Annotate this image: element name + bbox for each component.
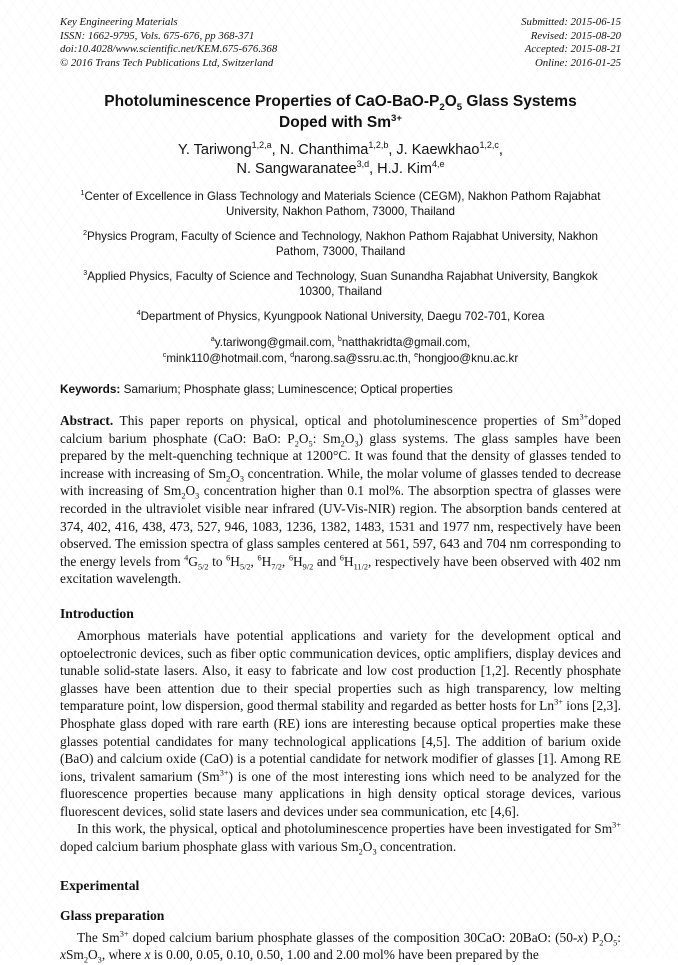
keywords <box>60 382 621 397</box>
dates-info <box>521 16 621 70</box>
journal-copyright: © 2016 Trans Tech Publications Ltd, Switzerland <box>60 56 274 69</box>
affiliation-2: $^2$Physics Program, Faculty of Science and Technology, Nakhon Pathom Rajabhat University, Nakhon Pathom, 73000, Thailand <box>82 228 599 258</box>
section-heading-introduction: Introduction <box>60 605 134 621</box>
paper-title-line1: Photoluminescence Properties of CaO-$BaO-P_2O_5$ Glass Systems <box>104 93 577 114</box>
authors-line2: N. Sangwaranatee$^{3,d}$, H.J. Kim$^{4,e}$ <box>236 159 445 177</box>
journal-info <box>60 16 277 70</box>
section-heading-experimental: Experimental <box>60 877 140 893</box>
introduction-paragraph-1: Amorphous materials have potential applications and variety for the development optical and optoelectronic devices, such as fiber optic communication devices, optic amplifiers, display devices and tunable solid-state lasers. Also, it easy to fabricate and low cost production [1,2]. Recently phosphate glasses have been attention due to their special properties such as high transparency, low melting temparature point, low dispersion, good thermal stability and regarded as better hosts for $Ln^{3+}$ ions [2,3]. Phosphate glass doped with rare earth (RE) ions are interesting because optical properties make these glasses potential candidates for many technological applications [4,5]. The addition of barium oxide (BaO) and calcium oxide (CaO) is a potential candidate for network modifier of glasses [1]. Among RE ions, trivalent samarium $(Sm^{3+})$ is one of the most interesting ions which need to be analyzed for the fluorescence properties because many applications in high density optical storage devices, various fluorescent devices, solid state lasers and devices under sea communication, etc [4,6]. <box>60 627 622 819</box>
abstract <box>60 412 621 588</box>
paper-title <box>60 91 621 133</box>
date-submitted: Submitted: 2015-06-15 <box>521 16 621 28</box>
keywords-label: Keywords: <box>60 382 121 396</box>
paper-title-line2: Doped with $Sm^{3+}$ <box>279 112 402 131</box>
affiliation-4: $^4$Department of Physics, Kyungpook National University, Daegu 702-701, Korea <box>136 308 545 323</box>
affiliation-3: $^3$Applied Physics, Faculty of Science and Technology, Suan Sunandha Rajabhat University, Bangkok 10300, Thailand <box>83 268 598 298</box>
journal-issn: ISSN: 1662-9795, Vols. 675-676, pp 368-371 <box>60 29 255 42</box>
affiliation-1: $^1$Center of Excellence in Glass Technology and Materials Science (CEGM), Nakhon Pathom Rajabhat University, Nakhon Pathom, 73000, Thailand <box>80 188 601 218</box>
authors <box>60 141 621 179</box>
section-heading-glass-preparation: Glass preparation <box>60 907 165 923</box>
authors-line1: Y. Tariwong$^{1,2,a}$, N. Chanthima$^{1,2,b}$, J. Kaewkhao$^{1,2,c}$, <box>178 140 503 158</box>
journal-name: Key Engineering Materials <box>60 16 178 28</box>
date-revised: Revised: 2015-08-20 <box>530 29 621 42</box>
introduction-paragraph-2: In this work, the physical, optical and photoluminescence properties have been investigated for $Sm^{3+}$ doped calcium barium phosphate glass with various $Sm_2O_3$ concentration. <box>60 821 621 857</box>
glass-preparation-paragraph: The $Sm^{3+}$ doped calcium barium phosphate glasses of the composition 30CaO: 20BaO: (50-x) $P_2O_5$: $xSm_2O_3$, where x is 0.00, 0.05, 0.10, 0.50, 1.00 and 2.00 mol% have been prepared by the <box>60 929 621 965</box>
date-online: Online: 2016-01-25 <box>534 56 621 69</box>
emails-line1: $^a$y.tariwong@gmail.com, $^b$natthakridta@gmail.com, <box>210 334 471 349</box>
journal-doi: doi:10.4028/www.scientific.net/KEM.675-676.368 <box>60 43 278 55</box>
author-emails <box>60 335 621 366</box>
keywords-text: Samarium; Phosphate glass; Luminescence; Optical properties <box>120 382 453 396</box>
emails-line2: $^c$mink110@hotmail.com, $^d$narong.sa@ssru.ac.th, $^e$hongjoo@knu.ac.kr <box>162 349 519 365</box>
abstract-text: This paper reports on physical, optical and photoluminescence properties of $Sm^{3+}doped$ calcium barium phosphate (CaO: BaO: $P_2O_5$: $Sm_2O_3$) glass systems. The glass samples have been prepared by the melt-quenching technique at 1200°C. It was found that the density of glasses tended to increase with increasing of $Sm_2O_3$ concentration. While, the molar volume of glasses tended to decrease with increasing of $Sm_2O_3$ concentration higher than 0.1 mol%. The absorption spectra of glasses were recorded in the ultraviolet visible near infrared (UV-Vis-NIR) region. The absorption bands centered at 374, 402, 416, 438, 473, 527, 946, 1083, 1236, 1382, 1483, 1531 and 1977 nm, respectively have been observed. The emission spectra of glass samples centered at 561, 597, 643 and 704 nm corresponding to the energy levels from $^4G_{5/2}$ to $^6H_{5/2}$, $^6H_{7/2}$, $^6H_{9/2}$ and $^6H_{11/2}$, respectively have been observed with 402 nm excitation wavelength. <box>60 412 621 587</box>
abstract-label: Abstract. <box>60 413 114 428</box>
journal-header <box>60 16 621 70</box>
date-accepted: Accepted: 2015-08-21 <box>524 43 621 55</box>
